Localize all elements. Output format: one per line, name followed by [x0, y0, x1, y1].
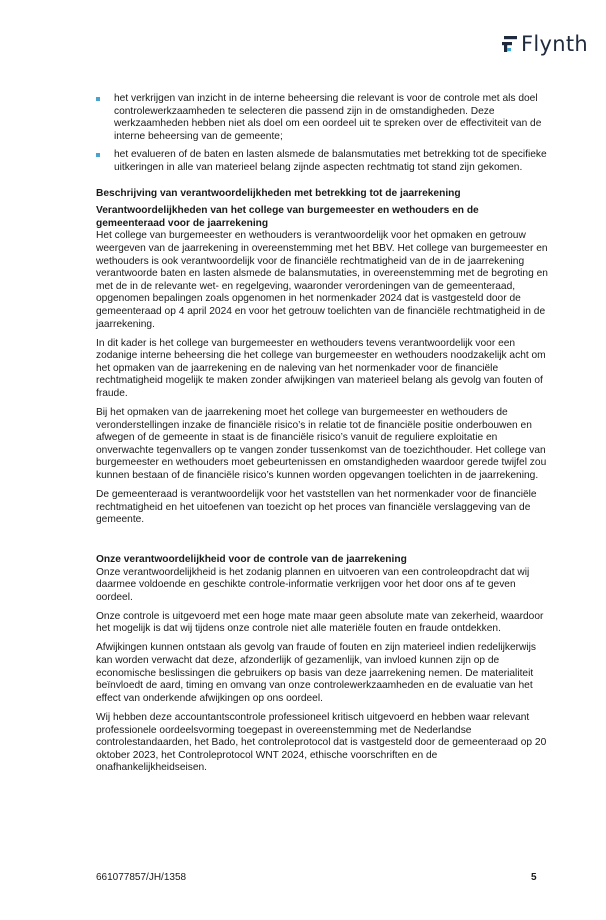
logo-text: Flynth: [521, 32, 588, 56]
list-item: [96, 93, 548, 143]
paragraph: Het college van burgemeester en wethouders is verantwoordelijk voor het opmaken en getrouw weergeven van de jaarrekening in overeenstemming met het BBV. Het college van burgemeester en wethouders is ook verantwoordelijk voor de financiële rechtmatigheid van de in de jaarrekening verantwoorde baten en lasten alsmede de balansmutaties, in overeenstemming met de begroting en met de in de relevante wet- en regelgeving, waaronder verordeningen van de gemeenteraad, opgenomen bepalingen zoals opgenomen in het normenkader 2024 dat is vastgesteld door de gemeenteraad op 4 april 2024 en voor het getrouw toelichten van de financiële rechtmatigheid in de jaarrekening.: [96, 230, 548, 330]
paragraph: In dit kader is het college van burgemeester en wethouders tevens verantwoordelijk voor een zodanige interne beheersing die het college van burgemeester en wethouders noodzakelijk acht om het opmaken van de jaarrekening en de naleving van het normenkader voor de financiële rechtmatigheid mogelijk te maken zonder afwijkingen van materieel belang als gevolg van fouten of fraude.: [96, 337, 546, 399]
section-heading-our-responsibility: Onze verantwoordelijkheid voor de controle van de jaarrekening: [96, 553, 407, 565]
document-body: [96, 93, 548, 781]
footer-reference: 661077857/JH/1358: [96, 872, 187, 883]
flynth-logo-icon: [502, 35, 518, 53]
bullet-list: [96, 93, 548, 175]
section-heading-responsibilities: Beschrijving van verantwoordelijkheden met betrekking tot de jaarrekening: [96, 187, 461, 199]
list-item: [96, 149, 548, 174]
paragraph: Onze verantwoordelijkheid is het zodanig plannen en uitvoeren van een controleopdracht dat wij daarmee voldoende en geschikte controle-informatie verkrijgen voor het door ons af te geven oordeel.: [96, 566, 530, 603]
subheading-college-gemeenteraad: Verantwoordelijkheden van het college van burgemeester en wethouders en de gemeenteraad voor de jaarrekening: [96, 205, 479, 229]
paragraph: Afwijkingen kunnen ontstaan als gevolg van fraude of fouten en zijn materieel indien redelijkerwijs kan worden verwacht dat deze, afzonderlijk of gezamenlijk, van invloed kunnen zijn op de economische beslissingen die gebruikers op basis van deze jaarrekening nemen. De materialiteit beïnvloedt de aard, timing en omvang van onze controlewerkzaamheden en de evaluatie van het effect van onderkende afwijkingen op ons oordeel.: [96, 642, 537, 704]
bullet-icon: [96, 153, 100, 157]
page-number: 5: [531, 872, 537, 883]
paragraph: Wij hebben deze accountantscontrole professioneel kritisch uitgevoerd en hebben waar relevant professionele oordeelsvorming toegepast in overeenstemming met de Nederlandse controlestandaarden, het Bado, het controleprotocol dat is vastgesteld door de gemeenteraad op 20 oktober 2023, het Controleprotocol WNT 2024, ethische voorschriften en de onafhankelijkheidseisen.: [96, 711, 547, 774]
list-item-text: het verkrijgen van inzicht in de interne beheersing die relevant is voor de controle met als doel controlewerkzaamheden te selecteren die passend zijn in de omstandigheden. Deze werkzaamheden hebben niet als doel om een oordeel uit te spreken over de effectiviteit van de interne beheersing van de gemeente;: [114, 93, 542, 142]
bullet-icon: [96, 97, 100, 101]
paragraph: De gemeenteraad is verantwoordelijk voor het vaststellen van het normenkader voor de financiële rechtmatigheid en het uitoefenen van toezicht op het proces van financiële verslaggeving van de gemeente.: [96, 489, 537, 526]
list-item-text: het evalueren of de baten en lasten alsmede de balansmutaties met betrekking tot de specifieke uitkeringen in alle van materieel belang zijnde aspecten rechtmatig tot stand zijn gekomen.: [114, 149, 547, 173]
paragraph: Onze controle is uitgevoerd met een hoge mate maar geen absolute mate van zekerheid, waardoor het mogelijk is dat wij tijdens onze controle niet alle materiële fouten en fraude ontdekken.: [96, 610, 544, 635]
flynth-logo: [502, 32, 588, 56]
paragraph: Bij het opmaken van de jaarrekening moet het college van burgemeester en wethouders de veronderstellingen inzake de financiële risico’s in relatie tot de financiële positie onderbouwen en afwegen of de gemeente in staat is de financiële risico’s vanuit de reguliere exploitatie en onverwachte tegenvallers op te vangen zonder tussenkomst van de toezichthouder. Het college van burgemeester en wethouders moet gebeurtenissen en omstandigheden waardoor gerede twijfel zou kunnen bestaan of de financiële risico’s kunnen worden opgevangen toelichten in de jaarrekening.: [96, 407, 547, 482]
